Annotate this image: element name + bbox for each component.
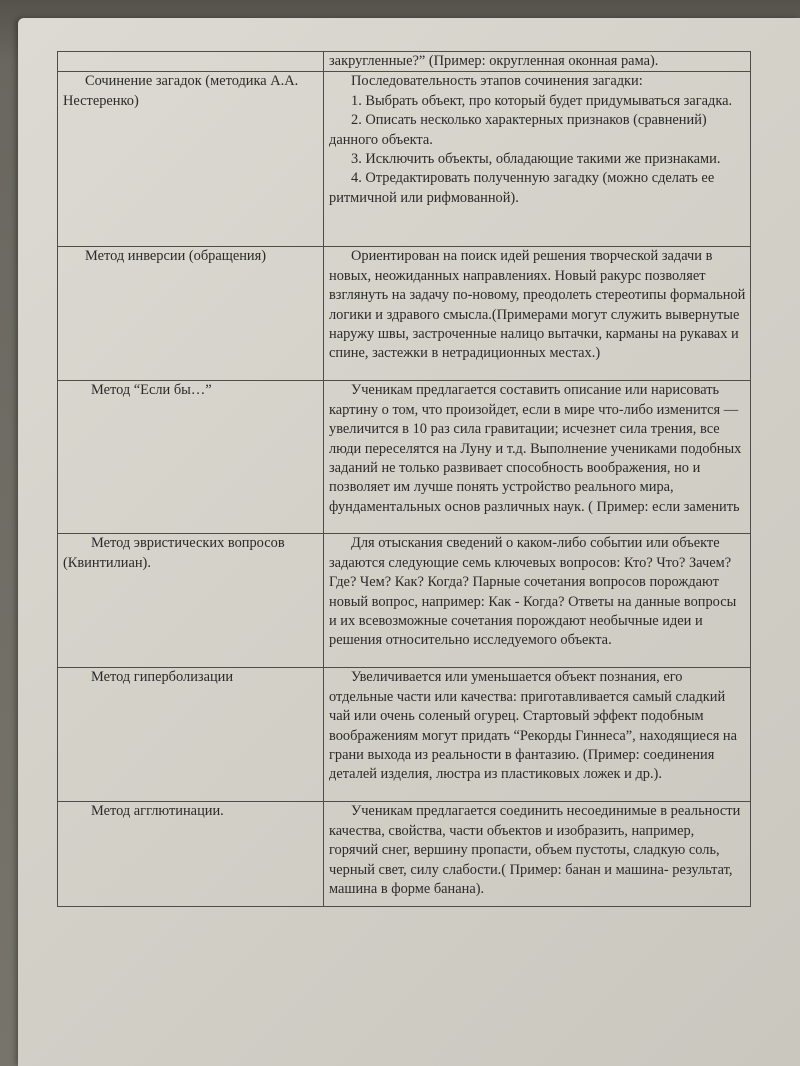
description-text: Последовательность этапов сочинения загадки: bbox=[351, 73, 643, 90]
description-text: Ученикам предлагается соединить несоединимые в реальности качества, свойства, части объектов и изобразить, например, горячий снег, вершину пропасти, объем пустоты, сладкую соль, черный свет, силу слабости.( Пример: банан и машина- результат, машина в форме банана). bbox=[329, 803, 741, 898]
method-name-cell bbox=[58, 534, 324, 668]
method-name-cell bbox=[58, 381, 324, 534]
method-description-cell bbox=[324, 247, 751, 381]
description-text: Увеличивается или уменьшается объект познания, его отдельные части или качества: приготавливается самый сладкий чай или очень соленый огурец. Стартовый эффект подобным воображениям могут придать “Рекорды Гиннеса”, находящиеся на грани выхода из реальности в фантазию. (Пример: соединения деталей изделия, люстра из пластиковых ложек и др.). bbox=[329, 669, 737, 783]
description-text: Для отыскания сведений о каком-либо событии или объекте задаются следующие семь ключевых вопросов: Кто? Что? Зачем? Где? Чем? Как? Когда? Парные сочетания вопросов порождают новый вопрос, например: Как - Когда? Ответы на данные вопросы и их всевозможные сочетания порождают необычные идеи и решения относительно исследуемого объекта. bbox=[329, 535, 737, 649]
method-description-cell bbox=[324, 52, 751, 72]
table-row bbox=[58, 534, 751, 668]
method-name: Метод инверсии (обращения) bbox=[85, 248, 267, 265]
description-text: Ориентирован на поиск идей решения творческой задачи в новых, неожиданных направлениях. Новый ракурс позволяет взглянуть на задачу по-новому, преодолеть стереотипы формальной логики и здравого смысла.(Примерами могут служить вывернутые наружу швы, застроченные налицо вытачки, карманы на рукавах и спине, застежки в нетрадиционных местах.) bbox=[329, 248, 746, 362]
method-description-cell bbox=[324, 381, 751, 534]
method-name-cell bbox=[58, 52, 324, 72]
table-row bbox=[58, 247, 751, 381]
method-name: Метод агглютинации. bbox=[91, 803, 224, 820]
method-name: Метод эвристических вопросов (Квинтилиан). bbox=[63, 535, 285, 571]
table-row bbox=[58, 72, 751, 247]
table-row bbox=[58, 668, 751, 802]
method-name-cell bbox=[58, 72, 324, 247]
method-name-cell bbox=[58, 802, 324, 907]
method-name-cell bbox=[58, 668, 324, 802]
method-name: Метод “Если бы…” bbox=[91, 382, 212, 399]
method-name: Сочинение загадок (методика А.А. Нестеренко) bbox=[63, 73, 299, 109]
methods-table bbox=[57, 51, 751, 907]
table-row bbox=[58, 52, 751, 72]
method-description-cell bbox=[324, 72, 751, 247]
description-text: закругленные?” (Пример: округленная оконная рама). bbox=[329, 53, 659, 69]
table-row bbox=[58, 381, 751, 534]
description-text: Ученикам предлагается составить описание или нарисовать картину о том, что произойдет, если в мире что-либо изменится — увеличится в 10 раз сила гравитации; исчезнет сила трения, все люди переселятся на Луну и т.д. Выполнение учениками подобных заданий не только развивает способность воображения, но и позволяет им лучше понять устройство реального мира, фундаментальных основ различных наук. ( Пример: если заменить bbox=[329, 382, 742, 515]
method-name-cell bbox=[58, 247, 324, 381]
method-description-cell bbox=[324, 534, 751, 668]
step-item: 3. Исключить объекты, обладающие такими же признаками. bbox=[351, 151, 721, 168]
method-description-cell bbox=[324, 668, 751, 802]
step-item: 2. Описать несколько характерных признаков (сравнений) данного объекта. bbox=[329, 112, 707, 148]
table-row bbox=[58, 802, 751, 907]
method-description-cell bbox=[324, 802, 751, 907]
step-item: 1. Выбрать объект, про который будет придумываться загадка. bbox=[351, 92, 733, 109]
step-item: 4. Отредактировать полученную загадку (можно сделать ее ритмичной или рифмованной). bbox=[329, 170, 715, 206]
method-name: Метод гиперболизации bbox=[91, 669, 234, 686]
